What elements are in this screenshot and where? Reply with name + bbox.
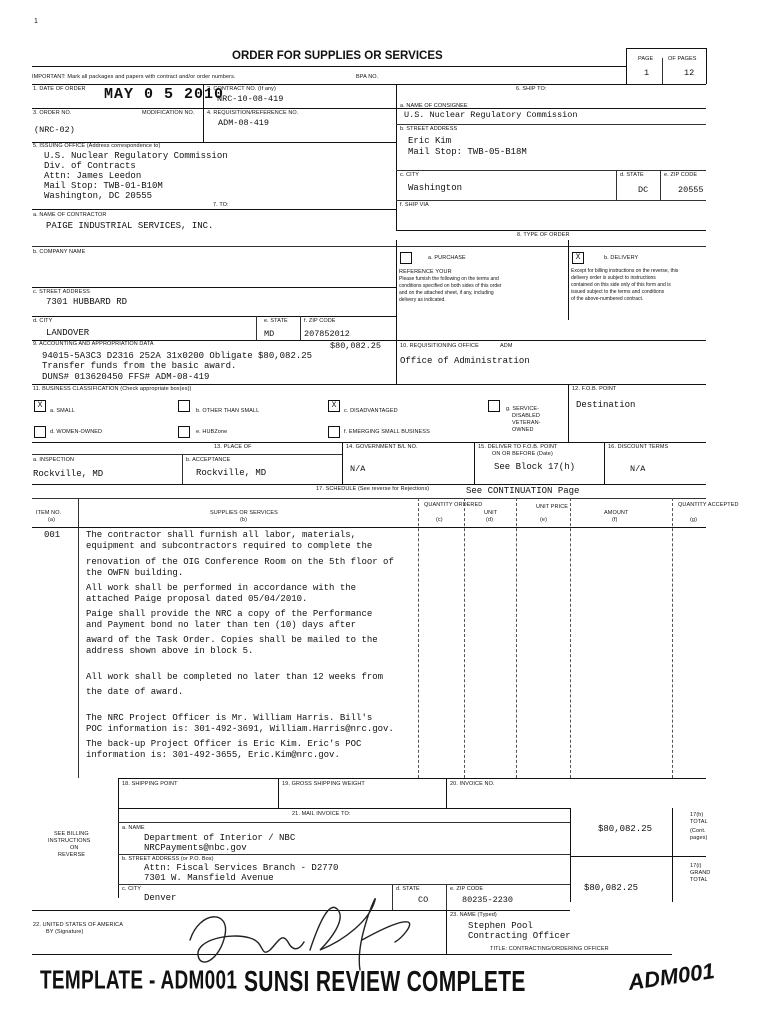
amount-header: AMOUNT [604, 510, 629, 516]
accounting-line-1: 94015-5A3C3 D2316 252A 31x0200 Obligate $80,082.25 [42, 351, 313, 361]
description-line-1: The contractor shall furnish all labor, materials, [86, 530, 357, 540]
other-than-small-checkbox[interactable] [178, 400, 190, 412]
purchase-text-2: conditions specified on both sides of this order [399, 283, 502, 289]
ship-city-label: c. CITY [400, 172, 420, 178]
purchase-text-3: and on the attached sheet, if any, including [399, 290, 494, 296]
unit-sub: (d) [486, 517, 494, 523]
invoice-state-label: d. STATE [396, 886, 420, 892]
sdvosb-label-2: DISABLED [512, 413, 541, 419]
to-label: 7. TO: [213, 202, 229, 208]
officer-signature [170, 880, 430, 980]
amount-sub: (f) [612, 517, 618, 523]
invoice-zip: 80235-2230 [462, 895, 514, 905]
deliver-by-label-2: ON OR BEFORE (Date) [492, 451, 553, 457]
invoice-state: CO [418, 895, 429, 905]
item-no-header: ITEM NO. [36, 510, 62, 516]
invoice-name-label: a. NAME [122, 825, 145, 831]
business-class-label: 11. BUSINESS CLASSIFICATION (Check appropriate box(es)) [33, 386, 192, 392]
issuing-office-line-2: Div. of Contracts [44, 161, 136, 171]
discount-terms-label: 16. DISCOUNT TERMS [608, 444, 669, 450]
invoice-name-line-1: Department of Interior / NBC [144, 833, 296, 843]
contractor-street: 7301 HUBBARD RD [46, 297, 128, 307]
deliver-by-label: 15. DELIVER TO F.O.B. POINT [478, 444, 558, 450]
date-of-order-stamp: MAY 0 5 2010 [104, 86, 225, 103]
typed-name-label: 23. NAME (Typed) [450, 912, 497, 918]
ship-street-label: b. STREET ADDRESS [400, 126, 458, 132]
corner-code-stamp: ADM001 [626, 958, 717, 995]
ship-via-label: f. SHIP VIA [400, 202, 429, 208]
issuing-office-line-4: Mail Stop: TWB-01-B10M [44, 181, 163, 191]
emerging-small-business-checkbox[interactable] [328, 426, 340, 438]
unit-header: UNIT [484, 510, 498, 516]
description-line-9: award of the Task Order. Copies shall be mailed to the [86, 635, 378, 645]
form-title: ORDER FOR SUPPLIES OR SERVICES [232, 50, 443, 62]
of-pages-label: OF PAGES [668, 56, 697, 62]
grand-total-amount: $80,082.25 [584, 883, 639, 893]
sdvosb-checkbox[interactable] [488, 400, 500, 412]
ship-city: Washington [408, 183, 463, 193]
emerging-small-business-label: f. EMERGING SMALL BUSINESS [344, 429, 430, 435]
billing-note-1: SEE BILLING [54, 831, 89, 837]
qty-accepted-header: QUANTITY ACCEPTED [678, 502, 739, 508]
contractor-city-label: d. CITY [33, 318, 53, 324]
total-label-2: TOTAL [690, 819, 708, 825]
order-no: (NRC-02) [34, 125, 75, 135]
purchase-text-1: Please furnish the following on the terms and [399, 276, 499, 282]
fob-point: Destination [576, 400, 636, 410]
accounting-amount: $80,082.25 [330, 341, 382, 351]
ship-zip: 20555 [678, 185, 704, 195]
inspection-place: Rockville, MD [33, 469, 104, 479]
signature-label: BY (Signature) [46, 929, 84, 935]
issuing-office-line-1: U.S. Nuclear Regulatory Commission [44, 151, 228, 161]
consignee-name: U.S. Nuclear Regulatory Commission [404, 110, 578, 120]
disadvantaged-label: c. DISADVANTAGED [344, 408, 398, 414]
contractor-zip-label: f. ZIP CODE [304, 318, 336, 324]
description-line-12: the date of award. [86, 687, 184, 697]
corner-mark: 1 [34, 18, 38, 25]
shipping-point-label: 18. SHIPPING POINT [122, 781, 178, 787]
qty-ordered-sub: (c) [436, 517, 443, 523]
accounting-line-3: DUNS# 013620450 FFS# ADM-08-419 [42, 372, 210, 382]
delivery-checkbox[interactable]: X [572, 252, 584, 264]
date-of-order-label: 1. DATE OF ORDER [33, 86, 86, 92]
ship-state: DC [638, 185, 649, 195]
continuation-note: See CONTINUATION Page [466, 486, 580, 496]
order-no-label: 3. ORDER NO. [33, 110, 72, 116]
purchase-text-4: delivery as indicated. [399, 297, 446, 303]
officer-name: Stephen Pool [468, 921, 533, 931]
contractor-state-label: e. STATE [264, 318, 288, 324]
modification-no-label: MODIFICATION NO. [142, 110, 195, 116]
total-label-1: 17(h) [690, 812, 704, 818]
fob-point-label: 12. F.O.B. POINT [572, 386, 617, 392]
requisitioning-office-code: ADM [500, 343, 513, 349]
type-of-order-label: 8. TYPE OF ORDER [517, 232, 570, 238]
other-than-small-label: b. OTHER THAN SMALL [196, 408, 260, 414]
sdvosb-label-3: VETERAN- [512, 420, 541, 426]
grand-label-1: 17(i) [690, 863, 702, 869]
sunsi-review-stamp: SUNSI REVIEW COMPLETE [244, 966, 526, 998]
schedule-label: 17. SCHEDULE (See reverse for Rejections) [316, 486, 430, 492]
description-line-3: renovation of the OIG Conference Room on the 5th floor of [86, 557, 394, 567]
supplies-sub: (b) [240, 517, 248, 523]
ship-zip-label: e. ZIP CODE [664, 172, 698, 178]
women-owned-checkbox[interactable] [34, 426, 46, 438]
requisitioning-office: Office of Administration [400, 356, 530, 366]
description-line-15: The back-up Project Officer is Eric Kim. Eric's POC [86, 739, 362, 749]
grand-label-2: GRAND [690, 870, 711, 876]
supplies-header: SUPPLIES OR SERVICES [210, 510, 278, 516]
contract-no-label: 2. CONTRACT NO. (If any) [207, 86, 276, 92]
description-line-5: All work shall be performed in accordance with the [86, 583, 357, 593]
consignee-label: a. NAME OF CONSIGNEE [400, 103, 468, 109]
inspection-label: a. INSPECTION [33, 457, 75, 463]
sdvosb-label-1: g. SERVICE- [506, 406, 540, 412]
contract-no: NRC-10-08-419 [217, 94, 284, 104]
invoice-zip-label: e. ZIP CODE [450, 886, 484, 892]
acceptance-place: Rockville, MD [196, 468, 267, 478]
invoice-city-label: c. CITY [122, 886, 142, 892]
invoice-name-line-2: NRCPayments@nbc.gov [144, 843, 247, 853]
requisitioning-office-label: 10. REQUISITIONING OFFICE [400, 343, 479, 349]
women-owned-label: d. WOMEN-OWNED [50, 429, 103, 435]
delivery-text-5: of the above-numbered contract. [571, 296, 644, 302]
delivery-text-2: delivery order is subject to instructions [571, 275, 656, 281]
description-line-13: The NRC Project Officer is Mr. William Harris. Bill's [86, 713, 373, 723]
page-label: PAGE [638, 56, 654, 62]
billing-note-2: INSTRUCTIONS [48, 838, 91, 844]
description-line-16: information is: 301-492-3655, Eric.Kim@nrc.gov. [86, 750, 340, 760]
contractor-street-label: c. STREET ADDRESS [33, 289, 90, 295]
ship-street-line-2: Mail Stop: TWB-05-B18M [408, 147, 527, 157]
total-pages: 12 [684, 68, 695, 78]
template-stamp: TEMPLATE - ADM001 [40, 966, 238, 995]
delivery-label: b. DELIVERY [604, 255, 639, 261]
accounting-line-2: Transfer funds from the basic award. [42, 361, 237, 371]
contractor-name: PAIGE INDUSTRIAL SERVICES, INC. [46, 221, 214, 231]
contractor-city: LANDOVER [46, 328, 90, 338]
small-business-checkbox[interactable]: X [34, 400, 46, 412]
invoice-street-line-1: Attn: Fiscal Services Branch - D2770 [144, 863, 339, 873]
small-business-label: a. SMALL [50, 408, 75, 414]
description-line-4: the OWFN building. [86, 568, 184, 578]
reference-your-label: REFERENCE YOUR [399, 269, 452, 275]
ship-to-label: 6. SHIP TO: [516, 86, 547, 92]
important-notice: IMPORTANT: Mark all packages and papers with contract and/or order numbers. [32, 74, 236, 80]
description-line-2: equipment and subcontractors required to complete the [86, 541, 373, 551]
govt-bl: N/A [350, 464, 366, 474]
place-of-label: 13. PLACE OF [214, 444, 252, 450]
delivery-text-3: contained on this side only of this form and is [571, 282, 671, 288]
invoice-street-line-2: 7301 W. Mansfield Avenue [144, 873, 274, 883]
contractor-name-label: a. NAME OF CONTRACTOR [33, 212, 107, 218]
description-line-7: Paige shall provide the NRC a copy of the Performance [86, 609, 373, 619]
invoice-city: Denver [144, 893, 177, 903]
purchase-label: a. PURCHASE [428, 255, 466, 261]
description-line-11: All work shall be completed no later than 12 weeks from [86, 672, 384, 682]
bpa-label: BPA NO. [356, 74, 379, 80]
hubzone-label: e. HUBZone [196, 429, 228, 435]
delivery-text-4: issued subject to the terms and conditions [571, 289, 665, 295]
mail-invoice-label: 21. MAIL INVOICE TO: [292, 811, 351, 817]
disadvantaged-checkbox[interactable]: X [328, 400, 340, 412]
officer-title: Contracting Officer [468, 931, 571, 941]
description-line-14: POC information is: 301-492-3691, William.Harris@nrc.gov. [86, 724, 394, 734]
usa-label: 22. UNITED STATES OF AMERICA [33, 922, 123, 928]
qty-accepted-sub: (g) [690, 517, 698, 523]
hubzone-checkbox[interactable] [178, 426, 190, 438]
contractor-zip: 207852012 [304, 329, 350, 339]
total-label-3: (Cont. [690, 828, 706, 834]
issuing-office-label: 5. ISSUING OFFICE (Address correspondence to) [33, 143, 161, 149]
requisition-no-label: 4. REQUISITION/REFERENCE NO. [207, 110, 299, 116]
grand-label-3: TOTAL [690, 877, 708, 883]
unit-price-sub: (e) [540, 517, 548, 523]
billing-note-3: ON [70, 845, 79, 851]
company-name-label: b. COMPANY NAME [33, 249, 86, 255]
ship-street-line-1: Eric Kim [408, 136, 452, 146]
ship-state-label: d. STATE [620, 172, 644, 178]
description-line-6: attached Paige proposal dated 05/04/2010. [86, 594, 308, 604]
issuing-office-line-5: Washington, DC 20555 [44, 191, 153, 201]
gross-weight-label: 19. GROSS SHIPPING WEIGHT [282, 781, 365, 787]
total-amount: $80,082.25 [598, 824, 653, 834]
acceptance-label: b. ACCEPTANCE [186, 457, 231, 463]
sdvosb-label-4: OWNED [512, 427, 534, 433]
discount-terms: N/A [630, 464, 646, 474]
delivery-text-1: Except for billing instructions on the reverse, this [571, 268, 679, 274]
item-no-sub: (a) [48, 517, 56, 523]
invoice-street-label: b. STREET ADDRESS (or P.O. Box) [122, 856, 214, 862]
qty-ordered-header: QUANTITY ORDERED [424, 502, 483, 508]
accounting-label: 9. ACCOUNTING AND APPROPRIATION DATA [33, 341, 154, 347]
description-line-10: address shown above in block 5. [86, 646, 254, 656]
purchase-checkbox[interactable] [400, 252, 412, 264]
issuing-office-line-3: Attn: James Leedon [44, 171, 142, 181]
invoice-no-label: 20. INVOICE NO. [450, 781, 495, 787]
billing-note-4: REVERSE [58, 852, 85, 858]
requisition-no: ADM-08-419 [218, 118, 270, 128]
unit-price-header: UNIT PRICE [536, 504, 569, 510]
description-line-8: and Payment bond no later than ten (10) days after [86, 620, 357, 630]
total-label-4: pages) [690, 835, 708, 841]
officer-title-label: TITLE: CONTRACTING/ORDERING OFFICER [490, 946, 609, 952]
contractor-state: MD [264, 329, 275, 339]
item-number: 001 [44, 530, 61, 540]
page-number: 1 [644, 68, 650, 78]
deliver-by: See Block 17(h) [494, 462, 576, 472]
govt-bl-label: 14. GOVERNMENT B/L NO. [346, 444, 418, 450]
